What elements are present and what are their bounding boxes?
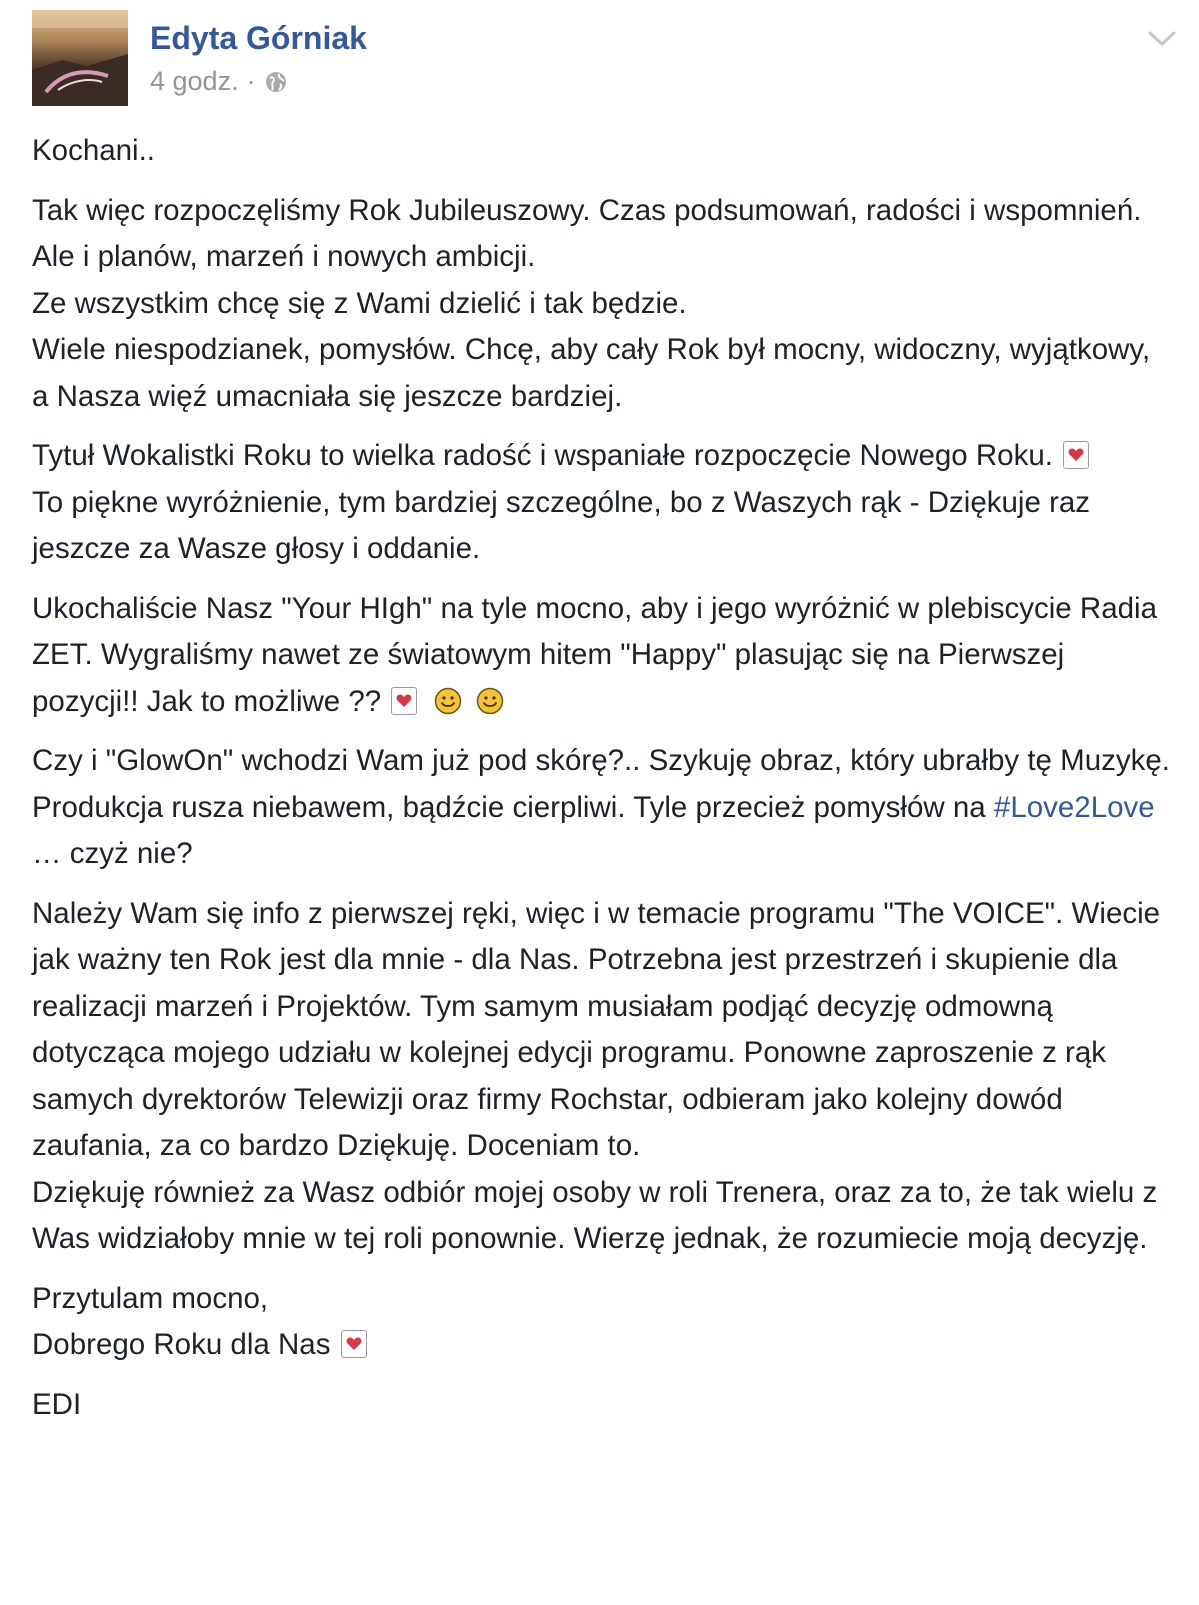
meta-separator: · (246, 66, 256, 96)
heart-emoji-icon (391, 687, 417, 715)
chevron-down-icon[interactable] (1147, 28, 1177, 50)
signature: EDI (32, 1387, 82, 1421)
text-line: Dobrego Roku dla Nas (32, 1328, 331, 1361)
heart-emoji-icon (1063, 441, 1089, 469)
avatar[interactable] (32, 10, 128, 106)
text-line: Należy Wam się info z pierwszej ręki, więc i w temacie programu "The VOICE". Wiecie jak ważny ten Rok jest dla mnie - dla Nas. Potrzebna jest przestrzeń i skupienie dla realizacji marzeń i Projektów. Tym samym musiałam podjąć decyzję odmowną dotycząca mojego udziału w kolejnej edycji programu. Ponowne zaproszenie z rąk samych dyrektorów Telewizji oraz firmy Rochstar, odbieram jako kolejny dowód zaufania, za co bardzo Dziękuję. Doceniam to. (32, 896, 1161, 1162)
paragraph-jubilee (32, 188, 1172, 421)
text-line: Przytulam mocno, (32, 1281, 269, 1315)
text-line: Dziękuję również za Wasz odbiór mojej osoby w roli Trenera, oraz za to, że tak wielu z Was widziałoby mnie w tej roli ponownie. Wierzę jednak, że rozumiecie moją decyzję. (32, 1175, 1158, 1255)
text-line: Tak więc rozpoczęliśmy Rok Jubileuszowy. Czas podsumowań, radości i wspomnień. Ale i planów, marzeń i nowych ambicji. (32, 193, 1142, 273)
paragraph-glowon (32, 738, 1172, 878)
hashtag-link[interactable]: #Love2Love (993, 790, 1155, 824)
text-line: Ze wszystkim chcę się z Wami dzielić i tak będzie. (32, 286, 687, 320)
paragraph-the-voice (32, 891, 1172, 1263)
text-line: Tytuł Wokalistki Roku to wielka radość i wspaniałe rozpoczęcie Nowego Roku. (32, 439, 1053, 472)
greeting: Kochani.. (32, 134, 155, 167)
paragraph-your-high (32, 586, 1172, 726)
paragraph-closing (32, 1276, 1172, 1369)
post-text (32, 128, 1172, 1441)
text-line: Wiele niespodzianek, pomysłów. Chcę, aby cały Rok był mocny, widoczny, wyjątkowy, a Nasza więź umacniała się jeszcze bardziej. (32, 333, 1151, 413)
post-meta (150, 66, 288, 97)
globe-icon[interactable] (264, 70, 288, 94)
smile-emoji-icon (434, 683, 462, 711)
smile-emoji-icon (476, 683, 504, 711)
text-line: Ukochaliście Nasz "Your HIgh" na tyle mocno, aby i jego wyróżnić w plebiscycie Radia ZET. Wygraliśmy nawet ze światowym hitem "Happy" plasując się na Pierwszej pozycji!! Jak to możliwe ?? (32, 591, 1157, 718)
text-line: Czy i "GlowOn" wchodzi Wam już pod skórę?.. Szykuję obraz, który ubrałby tę Muzykę. Produkcja rusza niebawem, bądźcie cierpliwi. Tyle przecież pomysłów na (32, 744, 1170, 824)
heart-emoji-icon (341, 1330, 367, 1358)
post-timestamp[interactable]: 4 godz. (150, 66, 239, 96)
paragraph-award (32, 433, 1172, 573)
text-line: To piękne wyróżnienie, tym bardziej szczególne, bo z Waszych rąk - Dziękuje raz jeszcze za Wasze głosy i oddanie. (32, 485, 1091, 565)
text-line: … czyż nie? (32, 837, 193, 870)
post-header (32, 10, 1199, 106)
author-name[interactable]: Edyta Górniak (150, 20, 367, 56)
